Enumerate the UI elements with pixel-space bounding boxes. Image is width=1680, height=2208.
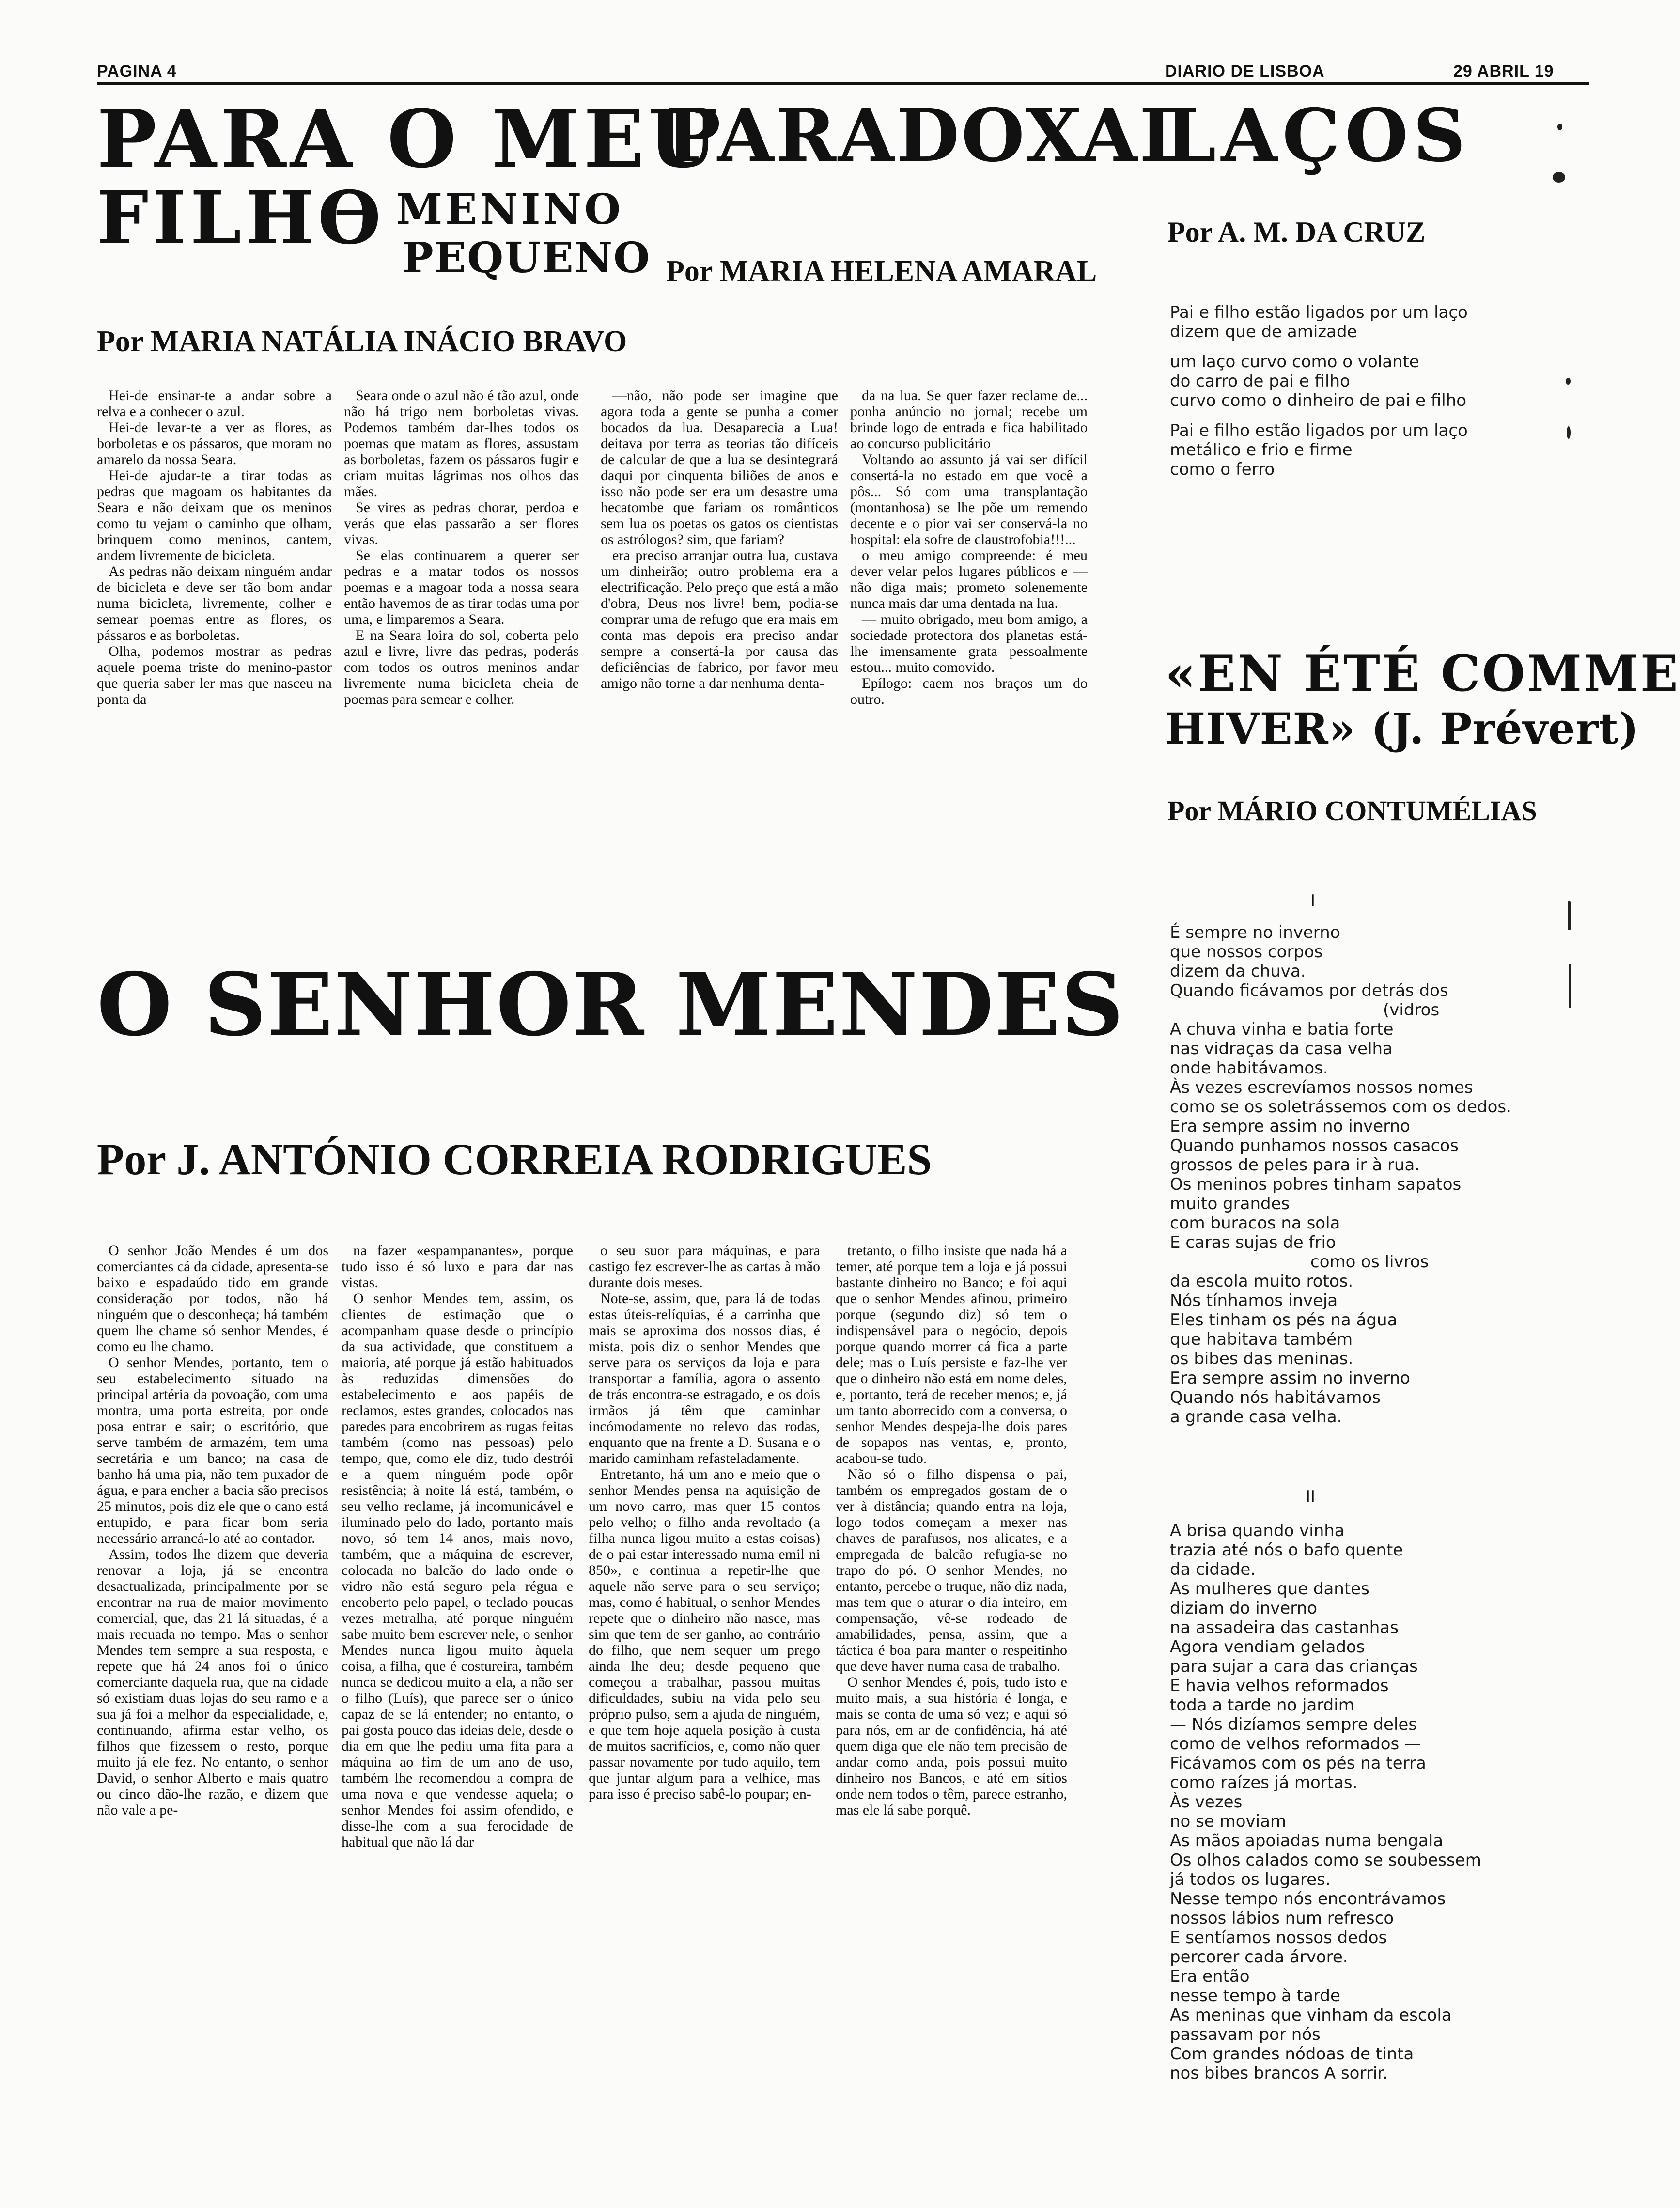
poem-line: nossos lábios num refresco <box>1170 1909 1394 1928</box>
poem-line: que habitava também <box>1170 1330 1353 1349</box>
paragraph: Hei-de levar-te a ver as flores, as borboletas e os pássaros, que moram no amarelo da nossa Seara. <box>97 420 332 467</box>
issue-date: 29 ABRIL 19 <box>1453 62 1554 80</box>
poem-line: a grande casa velha. <box>1170 1407 1342 1427</box>
paragraph: o seu suor para máquinas, e para castigo fez escrever-lhe as cartas à mão durante dois meses. <box>589 1243 820 1291</box>
ink-speck <box>1569 964 1571 1008</box>
lacos-stanza-2: um laço curvo como o volante do carro de pai e filho curvo como o dinheiro de pai e filho <box>1170 352 1467 410</box>
mendes-title: O SENHOR MENDES <box>97 954 1125 1055</box>
poem-line: onde habitávamos. <box>1170 1058 1328 1078</box>
paragraph: Se elas continuarem a querer ser pedras e a matar todos os nossos poemas e a magoar toda a nossa seara então havemos de as tirar todas uma por uma, e limparemos a Seara. <box>344 547 579 627</box>
poem-line: já todos os lugares. <box>1170 1870 1331 1889</box>
poem-line: que nossos corpos <box>1170 942 1323 962</box>
paragraph: Epílogo: caem nos braços um do outro. <box>850 675 1088 707</box>
lacos-stanza-3: Pai e filho estão ligados por um laço metálico e frio e firme como o ferro <box>1170 421 1468 479</box>
poem-line: — Nós dizíamos sempre deles <box>1170 1715 1417 1734</box>
mendes-column-3 <box>589 1243 820 2129</box>
poem-line: da cidade. <box>1170 1560 1256 1579</box>
paragraph: Assim, todos lhe dizem que deveria renovar a loja, já se encontra desactualizada, principalmente por se encontrar na rua de maior movimento comercial, que, das 21 lá situadas, é a mais recuada no tempo. Mas o senhor Mendes tem sempre a sua resposta, e repete que há 24 anos foi o único comerciante daquela rua, que na cidade só existiam duas lojas do seu ramo e a sua já foi a melhor da especialidade, e, continuando, afirma estar velho, os filhos que fizessem o resto, porque muito já ele fez. No entanto, o senhor David, o senhor Alberto e mais quatro ou cinco dão-lhe razão, e dizem que não vale a pe- <box>97 1546 328 1818</box>
ete-title-line2: HIVER» (J. Prévert) <box>1165 703 1640 754</box>
paragraph: Seara onde o azul não é tão azul, onde não há trigo nem borboletas vivas. Podemos também dar-lhes todos os poemas que matam as flores, assustam as borboletas, fazem os pássaros fugir e criam muitas lágrimas nos olhos das mães. <box>344 388 579 499</box>
header-rule <box>97 82 1589 85</box>
poem-line: como de velhos reformados — <box>1170 1734 1421 1754</box>
paragraph: na fazer «espampanantes», porque tudo isso é só luxo e para dar nas vistas. <box>342 1243 573 1291</box>
paragraph: o meu amigo compreende: é meu dever velar pelos lugares públicos e — não diga mais; prometo solenemente nunca mais dar uma dentada na lua. <box>850 547 1088 611</box>
mendes-column-4 <box>836 1243 1067 2129</box>
paragraph: E na Seara loira do sol, coberta pelo azul e livre, livre das pedras, poderás com todos os outros meninos andar livremente numa bicicleta cheia de poemas para semear e colher. <box>344 627 579 707</box>
ete-part2-poem <box>1170 1521 1481 2083</box>
ink-speck <box>1567 426 1571 439</box>
ink-speck <box>1566 378 1571 385</box>
poem-line: trazia até nós o bafo quente <box>1170 1540 1403 1560</box>
paragraph: Entretanto, há um ano e meio que o senhor Mendes pensa na aquisição de um novo carro, mas quer 15 contos pelo velho; o filho anda revoltado (a filha nunca ligou muito a estas coisas) de o pai estar interessado numa emil ni 850», e continua a repetir-lhe que aquele não serve para o seu serviço; mas, como é habitual, o senhor Mendes repete que o dinheiro não nasce, mas sim que tem de ser ganho, ao contrário do filho, que nem sequer um prego ainda lhe deu; desde pequeno que começou a trabalhar, passou muitas dificuldades, subiu na vida pelo seu próprio pulso, sem a ajuda de ninguém, e que tem hoje aquela posição à custa de muitos sacrifícios, e, como não quer passar novamente por tudo aquilo, tem que juntar algum para a velhice, mas para isso é preciso sabê-lo poupar; en- <box>589 1466 820 1802</box>
lacos-stanza-1: Pai e filho estão ligados por um laço dizem que de amizade <box>1170 303 1468 342</box>
poem-line: Os olhos calados como se soubessem <box>1170 1850 1481 1870</box>
poem-line: percorer cada árvore. <box>1170 1947 1348 1967</box>
poem-line: E sentíamos nossos dedos <box>1170 1928 1387 1947</box>
poem-line: (vidros <box>1383 1000 1440 1020</box>
paragraph: Voltando ao assunto já vai ser difícil consertá-la no estado em que você a pôs... Só com uma transplantação (montanhosa) se lhe põe um remendo decente e o pior vai ser conservá-la no hospital: ela sofre de claustrofobia!!!... <box>850 451 1088 547</box>
poem-line: da escola muito rotos. <box>1170 1272 1353 1291</box>
ete-byline: Por MÁRIO CONTUMÉLIAS <box>1167 795 1537 826</box>
poem-line: Quando punhamos nossos casacos <box>1170 1136 1459 1155</box>
poem-line: Os meninos pobres tinham sapatos <box>1170 1175 1462 1194</box>
poem-line: nas vidraças da casa velha <box>1170 1039 1393 1058</box>
paragraph: As pedras não deixam ninguém andar de bicicleta e deve ser tão bom andar numa bicicleta, livremente, colher e semear poemas entre as flores, os pássaros e as borboletas. <box>97 563 332 643</box>
poem-line: como raízes já mortas. <box>1170 1773 1358 1792</box>
poem-line: grossos de peles para ir à rua. <box>1170 1155 1420 1175</box>
paragraph: tretanto, o filho insiste que nada há a temer, até porque tem a loja e já possui bastante dinheiro no Banco; e foi aqui que o senhor Mendes afinou, primeiro porque (segundo diz) só tem o indispensável para o negócio, depois porque quando morrer cá fica a parte dele; mas o Luís persiste e faz-lhe ver que o dinheiro não está em nome deles, e, portanto, terá de receber menos; e, já um tanto aborrecido com a conversa, o senhor Mendes despeja-lhe dois pares de sopapos nas ventas, e, pronto, acabou-se tudo. <box>836 1243 1067 1466</box>
poem-line: Nós tínhamos inveja <box>1170 1291 1338 1310</box>
mendes-column-1 <box>97 1243 328 2129</box>
mendes-column-2 <box>342 1243 573 2129</box>
filho-column-1 <box>97 388 332 886</box>
poem-line: Quando nós habitávamos <box>1170 1388 1381 1407</box>
paragraph: da na lua. Se quer fazer reclame de... ponha anúncio no jornal; recebe um brinde logo de entrada e fica habilitado ao concurso publicitário <box>850 388 1088 451</box>
poem-line: como os livros <box>1310 1252 1429 1272</box>
paragraph: O senhor João Mendes é um dos comerciantes cá da cidade, apresenta-se baixo e espadaúdo tido em grande consideração por todos, não há ninguém que o desconheça; há também quem lhe chame só senhor Mendes, é como eu lhe chamo. <box>97 1243 328 1354</box>
poem-line: É sempre no inverno <box>1170 923 1340 942</box>
poem-line: diziam do inverno <box>1170 1599 1318 1618</box>
paragraph: Hei-de ajudar-te a tirar todas as pedras que magoam os habitantes da Seara e não deixam que os meninos como tu vejam o caminho que olham, brinquem como meninos, cantem, andem livremente de bicicleta. <box>97 467 332 563</box>
ink-speck <box>1553 172 1565 183</box>
paragraph: Hei-de ensinar-te a andar sobre a relva e a conhecer o azul. <box>97 388 332 420</box>
ink-speck <box>1557 124 1562 130</box>
poem-line: para sujar a cara das crianças <box>1170 1657 1418 1676</box>
poem-line: os bibes das meninas. <box>1170 1349 1353 1368</box>
filho-column-2 <box>344 388 579 886</box>
lacos-byline: Por A. M. DA CRUZ <box>1167 216 1426 248</box>
poem-line: As mãos apoiadas numa bengala <box>1170 1831 1444 1850</box>
poem-line: no se moviam <box>1170 1812 1287 1831</box>
paragraph: Olha, podemos mostrar as pedras aquele poema triste do menino-pastor que queria saber ler mas que nasceu na ponta da <box>97 643 332 707</box>
poem-line: Às vezes escrevíamos nossos nomes <box>1170 1078 1473 1097</box>
poem-line: Era sempre assim no inverno <box>1170 1368 1410 1388</box>
ink-speck <box>1568 901 1571 930</box>
filho-title-line2: FILHO <box>97 175 385 261</box>
paragraph: —não, não pode ser imagine que agora toda a gente se punha a comer bocados da lua. Desaparecia a Lua! deitava por terra as teorias tão difíceis de calcular de que a lua se desintegrará daqui por cinquenta biliões de anos e isso não pode ser era um desastre uma hecatombe que fariam os românticos sem lua os poetas os gatos os cientistas os astrólogos? sim, que fariam? <box>601 388 838 547</box>
paragraph: Se vires as pedras chorar, perdoa e verás que elas passarão a ser flores vivas. <box>344 499 579 547</box>
poem-line: Com grandes nódoas de tinta <box>1170 2044 1414 2064</box>
poem-line: Era então <box>1170 1967 1250 1986</box>
paragraph: — muito obrigado, meu bom amigo, a sociedade protectora dos planetas está-lhe imensamente grata pessoalmente estou... muito comovido. <box>850 611 1088 675</box>
page-label: PAGINA 4 <box>97 62 177 80</box>
ete-part1-label: I <box>1310 891 1316 911</box>
poem-line: Ficávamos com os pés na terra <box>1170 1754 1426 1773</box>
poem-line: As meninas que vinham da escola <box>1170 2006 1452 2025</box>
paragraph: Não só o filho dispensa o pai, também os empregados gostam de o ver à distância; quando entra na loja, logo todos começam a mexer nas chaves de parafusos, nos alicates, e a empregada de balcão refugia-se no trapo do pó. O senhor Mendes, no entanto, percebe o truque, não diz nada, mas tem que o aturar o dia inteiro, em compensação, vê-se rodeado de amabilidades, pensa, assim, que a táctica é boa para manter o respeitinho que deve haver numa casa de trabalho. <box>836 1466 1067 1674</box>
paragraph: O senhor Mendes é, pois, tudo isto e muito mais, a sua história é longa, e mais se conta de uma só vez; e aqui só para nós, em ar de confidência, há até quem diga que ele não tem precisão de andar como anda, pois possui muito dinheiro nos Bancos, e até em sítios onde nem todos o têm, parece estranho, mas ele lá sabe porquê. <box>836 1674 1067 1818</box>
ete-title-line1: «EN ÉTÉ COMME <box>1165 645 1680 703</box>
filho-title-line1: PARA O MEU <box>97 92 721 186</box>
paragraph: O senhor Mendes, portanto, tem o seu estabelecimento situado na principal artéria da povoação, com uma montra, uma porta estreita, por onde posa entrar e sair; o escritório, que serve também de armazém, tem uma secretária e um banco; na casa de banho há uma pia, não tem puxador de água, e para encher a bacia são precisos 25 minutos, pois diz ele que o cano está entupido, e para ficar bom seria necessário arrancá-lo até ao contador. <box>97 1354 328 1546</box>
poem-line: muito grandes <box>1170 1194 1290 1213</box>
poem-line: Agora vendiam gelados <box>1170 1637 1365 1657</box>
poem-line: Eles tinham os pés na água <box>1170 1310 1398 1330</box>
paragraph: Note-se, assim, que, para lá de todas estas úteis-relíquias, é a carrinha que mais se aproxima dos nossos dias, é mista, pois diz o senhor Mendes que serve para os serviços da loja e para transportar a família, agora o assento de trás encontra-se estragado, e os dois irmãos já têm que caminhar incómodamente no relevo das rodas, enquanto que na frente a D. Susana e o marido caminham refasteladamente. <box>589 1291 820 1466</box>
poem-line: E havia velhos reformados <box>1170 1676 1389 1695</box>
paradoxal-byline: Por MARIA HELENA AMARAL <box>666 255 1097 288</box>
poem-line: Às vezes <box>1170 1792 1243 1812</box>
poem-line: Nesse tempo nós encontrávamos <box>1170 1889 1446 1909</box>
poem-line: toda a tarde no jardim <box>1170 1695 1354 1715</box>
poem-line: A brisa quando vinha <box>1170 1521 1345 1540</box>
paradoxal-column-1 <box>601 388 838 886</box>
lacos-title: LAÇOS <box>1165 93 1471 178</box>
newspaper-name: DIARIO DE LISBOA <box>1165 62 1325 80</box>
poem-line: A chuva vinha e batia forte <box>1170 1020 1394 1039</box>
poem-line: nesse tempo à tarde <box>1170 1986 1340 2006</box>
ete-part2-label: II <box>1306 1487 1316 1507</box>
poem-line: na assadeira das castanhas <box>1170 1618 1399 1637</box>
paragraph: O senhor Mendes tem, assim, os clientes de estimação que o acompanham quase desde o princípio da sua actividade, que constituem a maioria, até porque já estão habituados às reduzidas dimensões do estabelecimento e aos papéis de reclamos, estes grandes, colocados nas paredes para encobrirem as rugas feitas também (como nas pessoas) pelo tempo, que, como ele diz, tudo destrói e a quem ninguém pode opôr resistência; à noite lá está, também, o seu velho reclame, já incomunicável e iluminado pelo do lado, portanto mais novo, só tem 14 anos, mais novo, também, que a máquina de escrever, colocada no balcão do lado onde o vidro não está seguro pela régua e encoberto pelo papel, o teclado poucas vezes metralha, até porque ninguém sabe muito bem escrever nele, o senhor Mendes nunca ligou muito àquela coisa, a filha, que é costureira, também nunca se dedicou muito a ela, a não ser o filho (Luís), que parece ser o único capaz de se lá entender; no entanto, o pai gosta pouco das ideias dele, desde o dia em que lhe pediu uma fita para a máquina ao fim de um ano de uso, também lhe recomendou a compra de uma nova e que vendesse aquela; o senhor Mendes foi assim ofendido, e disse-lhe com a sua ferocidade de habitual que não lá dar <box>342 1291 573 1850</box>
poem-line: dizem da chuva. <box>1170 962 1306 981</box>
poem-line: Quando ficávamos por detrás dos <box>1170 981 1448 1000</box>
lacos-poem <box>1170 303 1468 479</box>
paradoxal-column-2 <box>850 388 1088 886</box>
poem-line: As mulheres que dantes <box>1170 1579 1369 1599</box>
mendes-byline: Por J. ANTÓNIO CORREIA RODRIGUES <box>97 1135 932 1184</box>
filho-subtitle-line2: PEQUENO <box>402 233 651 282</box>
poem-line: passavam por nós <box>1170 2025 1321 2044</box>
poem-line: com buracos na sola <box>1170 1213 1340 1233</box>
poem-line: como se os soletrássemos com os dedos. <box>1170 1097 1511 1117</box>
poem-line: nos bibes brancos A sorrir. <box>1170 2064 1388 2083</box>
filho-byline: Por MARIA NATÁLIA INÁCIO BRAVO <box>97 325 627 358</box>
ete-part1-poem <box>1170 923 1511 1427</box>
filho-subtitle-line1: — MENINO <box>334 185 624 234</box>
paragraph: era preciso arranjar outra lua, custava um dinheirão; outro problema era a electrificação. Pelo preço que está a mão d'obra, Deus nos livre! bem, podia-se comprar uma de refugo que era mais em conta mas depois era preciso andar sempre a consertá-la por causa das deficiências de fabrico, por favor meu amigo não torne a dar nenhuma denta- <box>601 547 838 691</box>
poem-line: Era sempre assim no inverno <box>1170 1117 1410 1136</box>
poem-line: E caras sujas de frio <box>1170 1233 1336 1252</box>
paradoxal-title: PARADOXAL <box>666 93 1193 178</box>
